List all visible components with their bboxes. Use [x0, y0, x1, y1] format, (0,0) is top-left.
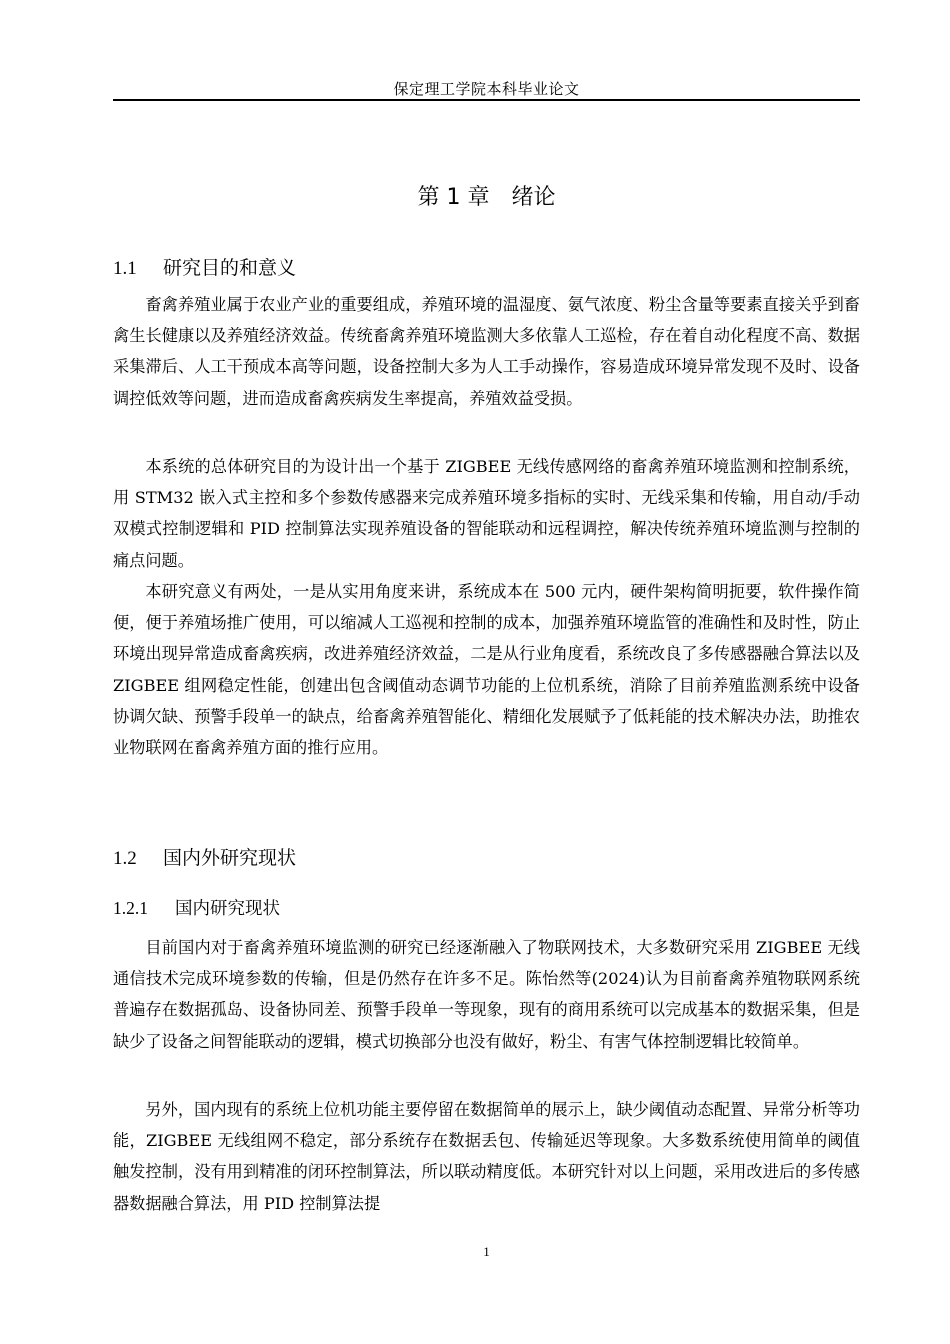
section-title: 国内外研究现状 — [163, 847, 297, 869]
chapter-title — [113, 180, 860, 211]
header-rule — [113, 99, 860, 101]
subsection-heading-1-2-1 — [113, 895, 280, 920]
running-header: 保定理工学院本科毕业论文 — [393, 80, 580, 98]
body-paragraph: 本系统的总体研究目的为设计出一个基于 ZIGBEE 无线传感网络的畜禽养殖环境监测和控制系统，用 STM32 嵌入式主控和多个参数传感器来完成养殖环境多指标的实时、无线采集和传输，用自动/手动双模式控制逻辑和 PID 控制算法实现养殖设备的智能联动和远程调控，解决传统养殖环境监测与控制的痛点问题。 — [113, 457, 860, 570]
subsection-number: 1.2.1 — [113, 898, 148, 918]
section-heading-1-1 — [113, 253, 296, 280]
section-number: 1.1 — [113, 258, 137, 279]
chapter-number: 第 1 章 — [417, 185, 490, 210]
section-number: 1.2 — [113, 848, 137, 869]
subsection-title: 国内研究现状 — [175, 899, 280, 919]
section-heading-1-2 — [113, 843, 296, 870]
body-paragraph: 畜禽养殖业属于农业产业的重要组成，养殖环境的温湿度、氨气浓度、粉尘含量等要素直接关乎到畜禽生长健康以及养殖经济效益。传统畜禽养殖环境监测大多依靠人工巡检，存在着自动化程度不高、数据采集滞后、人工干预成本高等问题，设备控制大多为人工手动操作，容易造成环境异常发现不及时、设备调控低效等问题，进而造成畜禽疾病发生率提高，养殖效益受损。 — [113, 295, 860, 408]
section-title: 研究目的和意义 — [163, 257, 297, 279]
page-number: 1 — [483, 1244, 490, 1259]
body-paragraph: 另外，国内现有的系统上位机功能主要停留在数据简单的展示上，缺少阈值动态配置、异常分析等功能，ZIGBEE 无线组网不稳定，部分系统存在数据丢包、传输延迟等现象。大多数系统使用简单的阈值触发控制，没有用到精准的闭环控制算法，所以联动精度低。本研究针对以上问题，采用改进后的多传感器数据融合算法，用 PID 控制算法提 — [113, 1100, 860, 1213]
chapter-name: 绪论 — [511, 185, 556, 210]
body-paragraph: 本研究意义有两处，一是从实用角度来讲，系统成本在 500 元内，硬件架构简明扼要，软件操作简便，便于养殖场推广使用，可以缩减人工巡视和控制的成本，加强养殖环境监管的准确性和及时性，防止环境出现异常造成畜禽疾病，改进养殖经济效益，二是从行业角度看，系统改良了多传感器融合算法以及 ZIGBEE 组网稳定性能，创建出包含阈值动态调节功能的上位机系统，消除了目前养殖监测系统中设备协调欠缺、预警手段单一的缺点，给畜禽养殖智能化、精细化发展赋予了低耗能的技术解决办法，助推农业物联网在畜禽养殖方面的推行应用。 — [113, 582, 860, 758]
body-paragraph: 目前国内对于畜禽养殖环境监测的研究已经逐渐融入了物联网技术，大多数研究采用 ZIGBEE 无线通信技术完成环境参数的传输，但是仍然存在许多不足。陈怡然等(2024)认为目前畜禽养殖物联网系统普遍存在数据孤岛、设备协同差、预警手段单一等现象，现有的商用系统可以完成基本的数据采集，但是缺少了设备之间智能联动的逻辑，模式切换部分也没有做好，粉尘、有害气体控制逻辑比较简单。 — [113, 938, 860, 1051]
